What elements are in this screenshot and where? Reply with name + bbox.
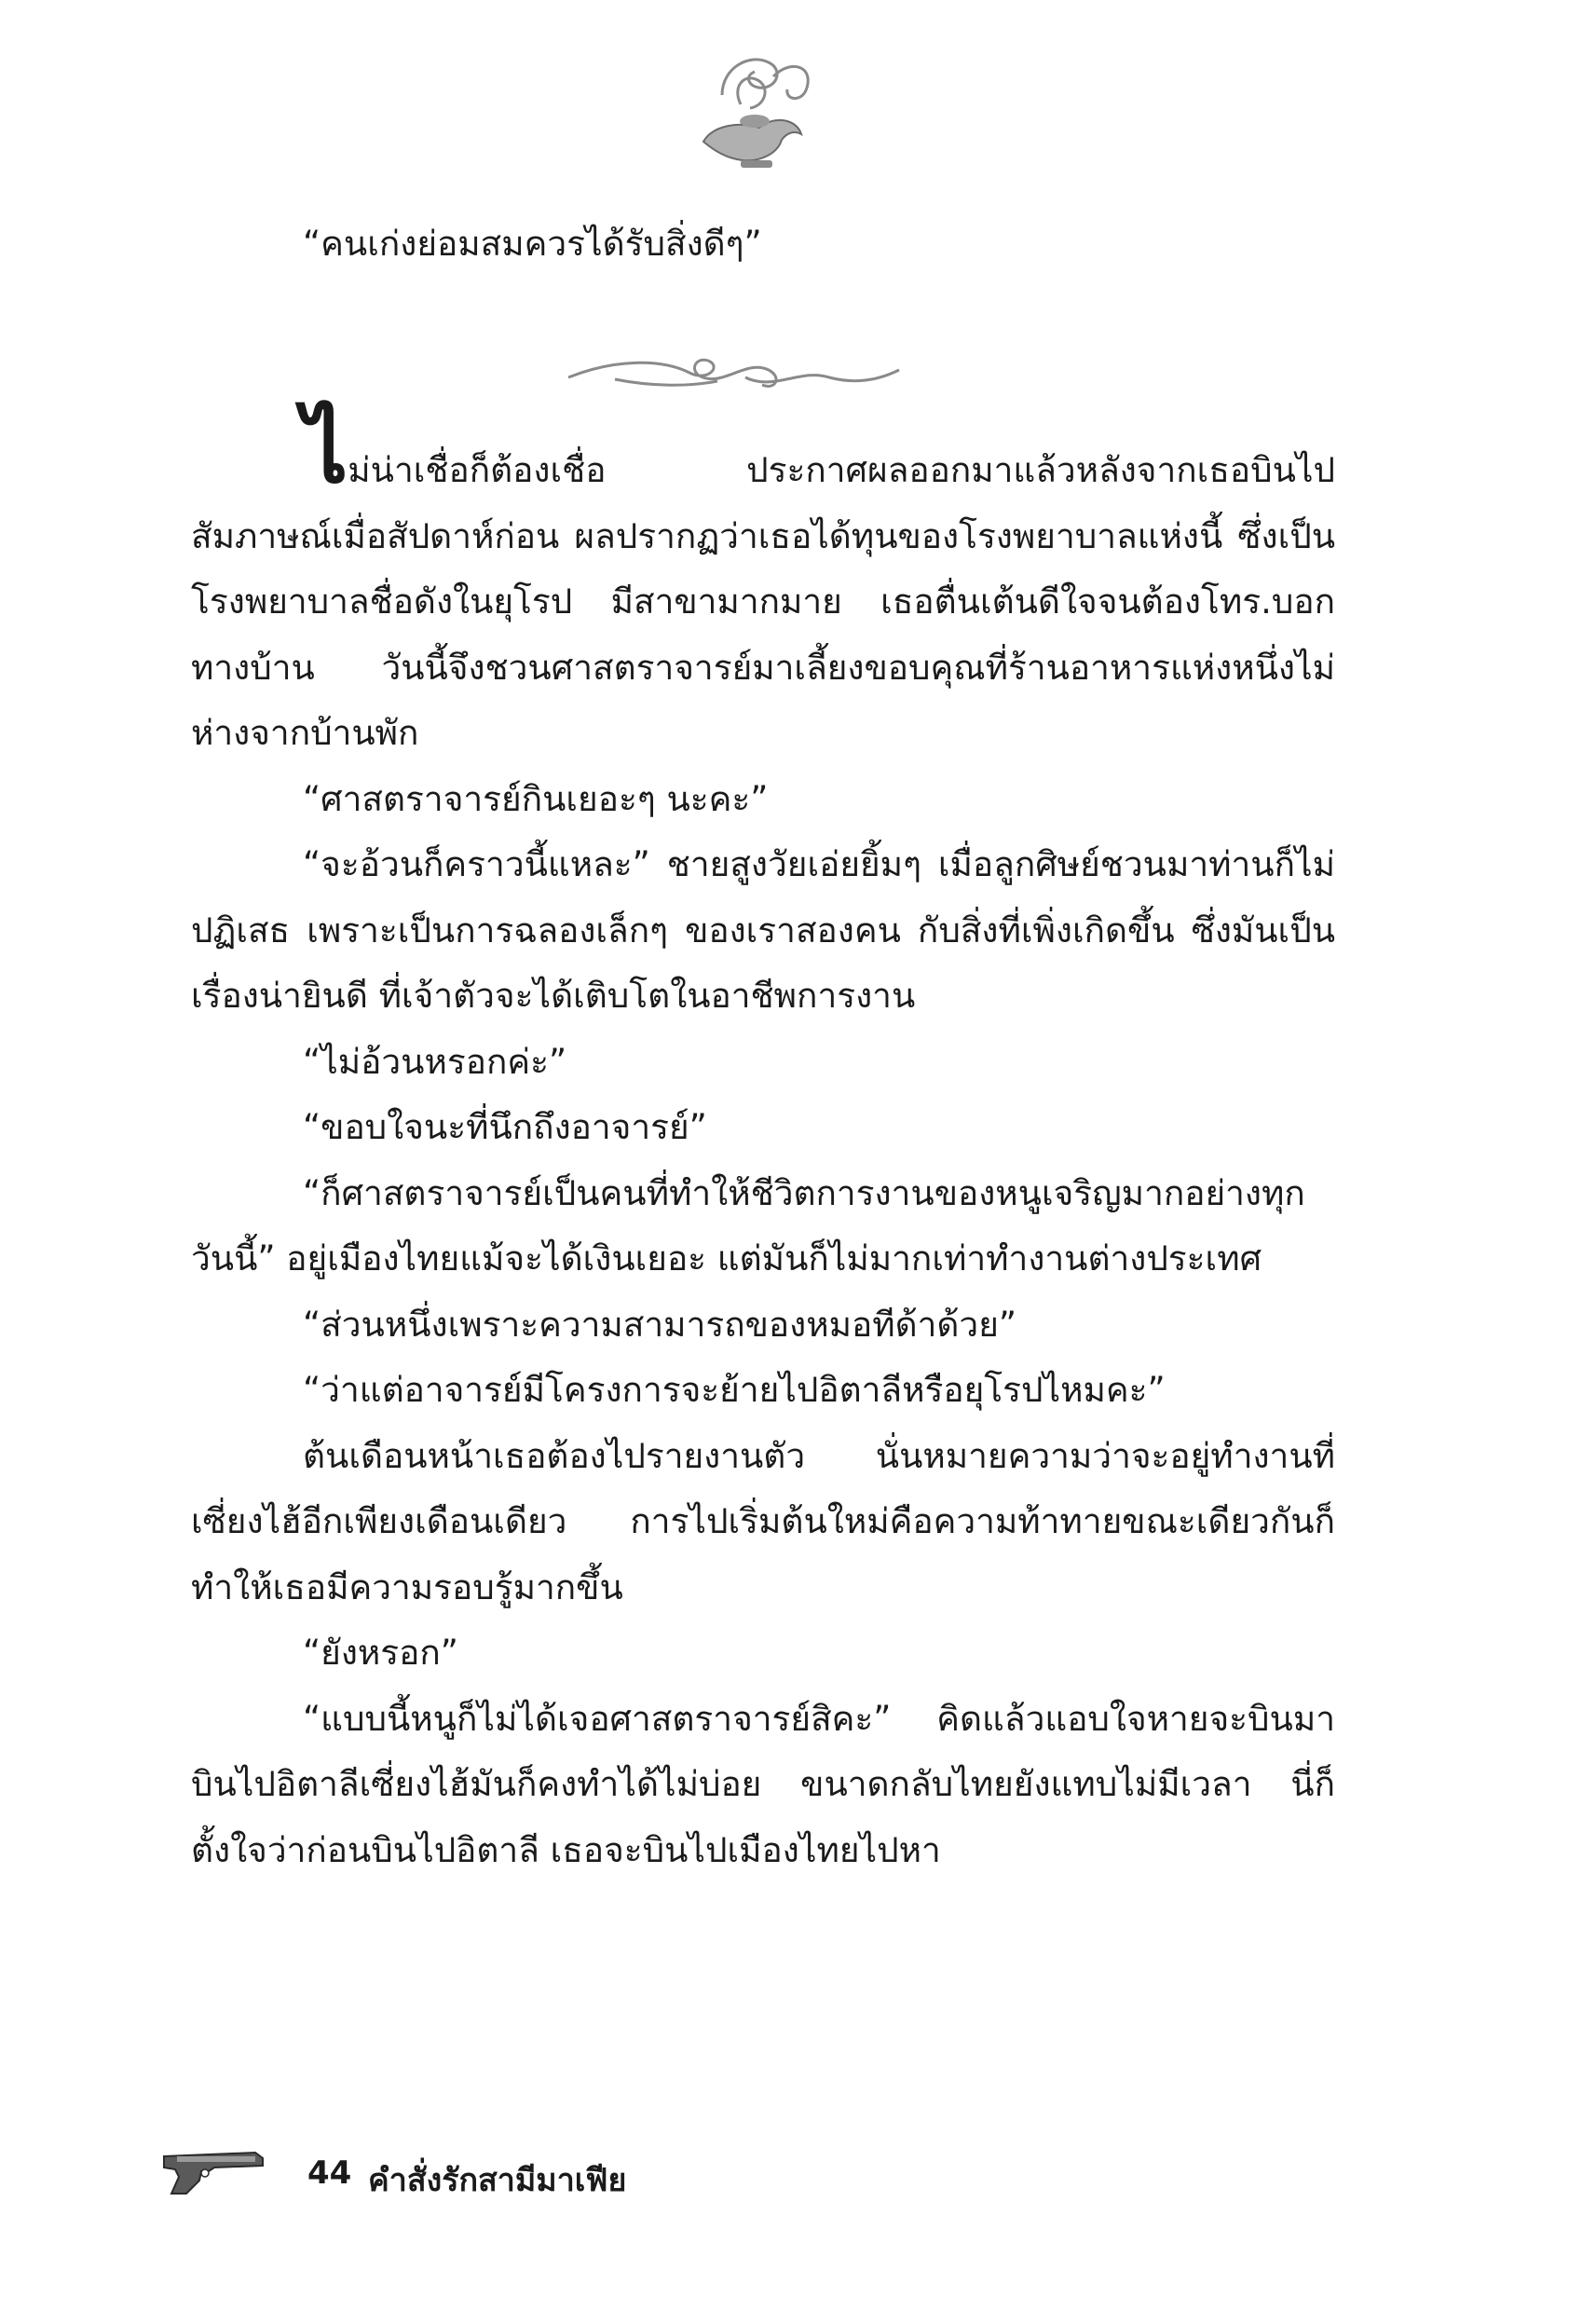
paragraph: “ขอบใจนะที่นึกถึงอาจารย์” — [303, 1107, 707, 1147]
paragraph: “ก็ศาสตราจารย์เป็นคนที่ทำให้ชีวิตการงานของหนูเจริญมากอย่างทุกวันนี้” อยู่เมืองไทยแม้จะได้เงินเยอะ แต่มันก็ไม่มากเท่าทำงานต่างประเทศ — [191, 1172, 1305, 1279]
chapter-body — [191, 398, 1335, 1883]
paragraph — [191, 398, 1335, 767]
paragraph: “ว่าแต่อาจารย์มีโครงการจะย้ายไปอิตาลีหรือยุโรปไหมคะ” — [303, 1370, 1166, 1410]
paragraph: “จะอ้วนก็คราวนี้แหละ” ชายสูงวัยเอ่ยยิ้มๆ เมื่อลูกศิษย์ชวนมาท่านก็ไม่ปฏิเสธ เพราะเป็นการฉลองเล็กๆ ของเราสองคน กับสิ่งที่เพิ่งเกิดขึ้น ซึ่งมันเป็นเรื่องน่ายินดี ที่เจ้าตัวจะได้เติบโตในอาชีพการงาน — [191, 844, 1335, 1016]
paragraph: “ยังหรอก” — [303, 1633, 458, 1673]
paragraph: “ไม่อ้วนหรอกค่ะ” — [303, 1041, 567, 1082]
page-footer — [158, 2143, 904, 2199]
paragraph: ต้นเดือนหน้าเธอต้องไปรายงานตัว นั่นหมายความว่าจะอยู่ทำงานที่เซี่ยงไฮ้อีกเพียงเดือนเดียว การไปเริ่มต้นใหม่คือความท้าทายขณะเดียวกันก็ทำให้เธอมีความรอบรู้มากขึ้น — [191, 1435, 1335, 1607]
paragraph: “แบบนี้หนูก็ไม่ได้เจอศาสตราจารย์สิคะ” คิดแล้วแอบใจหายจะบินมาบินไปอิตาลีเซี่ยงไฮ้มันก็คงทำได้ไม่บ่อย ขนาดกลับไทยยังแทบไม่มีเวลา นี่ก็ตั้งใจว่าก่อนบินไปอิตาลี เธอจะบินไปเมืองไทยไปหา — [191, 1698, 1335, 1870]
flourish-divider-icon — [559, 349, 904, 396]
paragraph: “ศาสตราจารย์กินเยอะๆ นะคะ” — [303, 778, 769, 819]
drop-cap: ไ — [303, 398, 348, 503]
page-number: 44 — [307, 2154, 352, 2192]
genie-lamp-icon — [685, 48, 825, 174]
pistol-icon — [158, 2143, 270, 2197]
paragraph-text: ม่น่าเชื่อก็ต้องเชื่อ ประกาศผลออกมาแล้วหลังจากเธอบินไปสัมภาษณ์เมื่อสัปดาห์ก่อน ผลปรากฏว่าเธอได้ทุนของโรงพยาบาลแห่งนี้ ซึ่งเป็นโรงพยาบาลชื่อดังในยุโรป มีสาขามากมาย เธอตื่นเต้นดีใจจนต้องโทร.บอกทางบ้าน วันนี้จึงชวนศาสตราจารย์มาเลี้ยงขอบคุณที่ร้านอาหารแห่งหนึ่งไม่ห่างจากบ้านพัก — [191, 450, 1335, 753]
opening-quote: “คนเก่งย่อมสมควรได้รับสิ่งดีๆ” — [303, 224, 762, 264]
book-title: คำสั่งรักสามีมาเฟีย — [368, 2162, 627, 2199]
paragraph: “ส่วนหนึ่งเพราะความสามารถของหมอทีด้าด้วย” — [303, 1304, 1017, 1345]
